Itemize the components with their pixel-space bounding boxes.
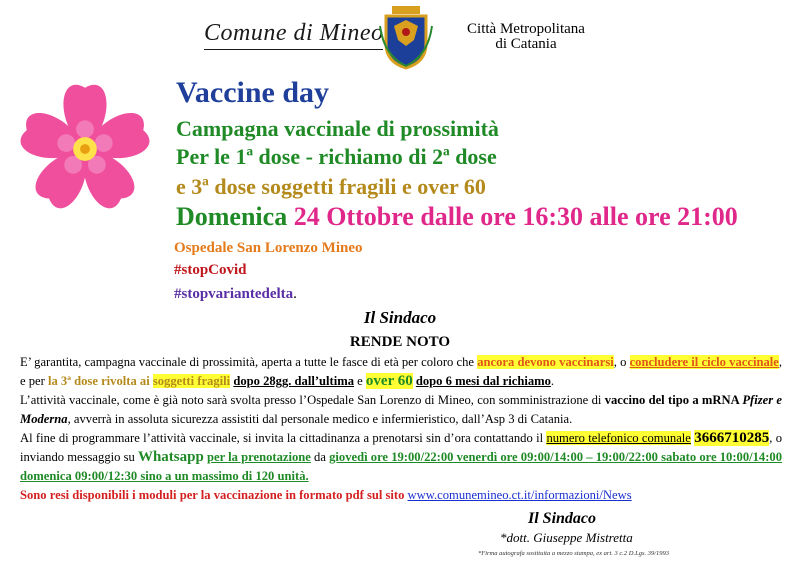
- announcement-body: [20, 353, 782, 505]
- website-link[interactable]: www.comunemineo.ct.it/informazioni/News: [407, 488, 632, 502]
- comune-logo-text: Comune di Mineo: [204, 20, 383, 50]
- sindaco-heading: Il Sindaco: [363, 308, 437, 327]
- rende-noto-heading: RENDE NOTO: [349, 334, 451, 350]
- venue: Ospedale San Lorenzo Mineo: [174, 240, 363, 256]
- paragraph-prenotazione: Al fine di programmare l’attività vaccinale, si invita la cittadinanza a prenotarsi sin d’ora contattando il numero telefonico comunale 3666710285, o inviando messaggio su Whatsapp per la prenotazione da giovedì ore 19:00/22:00 venerdì ore 09:00/14:00 – 19:00/22:00 sabato ore 10:00/14:00 domenica 09:00/12:30 sino a un massimo di 120 unità.: [20, 430, 783, 483]
- campaign-line: Campagna vaccinale di prossimità: [176, 116, 499, 141]
- citta-metropolitana: Città Metropolitana di Catania: [467, 21, 585, 52]
- event-title: Vaccine day: [176, 76, 330, 109]
- coat-of-arms-icon: [378, 6, 434, 70]
- footer-sindaco: Il Sindaco: [528, 510, 597, 527]
- primula-flower-icon: [6, 64, 164, 234]
- event-date: Domenica 24 Ottobre dalle ore 16:30 alle ore 21:00: [176, 202, 738, 231]
- whatsapp-label: Whatsapp: [137, 449, 204, 465]
- signer-name: *dott. Giuseppe Mistretta: [500, 530, 633, 545]
- paragraph-campagna: E’ garantita, campagna vaccinale di prossimità, aperta a tutte le fasce di età per coloro che ancora devono vaccinarsi, o concludere il ciclo vaccinale, e per la 3ª dose rivolta ai soggetti fragili dopo 28gg. dall’ultima e over 60 dopo 6 mesi dal richiamo.: [20, 355, 782, 389]
- hashtag-stopcovid: #stopCovid: [174, 262, 247, 278]
- phone-number[interactable]: 3666710285: [694, 430, 770, 446]
- dose-line: Per le 1ª dose - richiamo di 2ª dose: [176, 144, 497, 169]
- paragraph-moduli: Sono resi disponibili i moduli per la vaccinazione in formato pdf sul sito www.comunemineo.ct.it/informazioni/News: [20, 488, 632, 502]
- signature-note: *Firma autografa sostituita a mezzo stampa, ex art. 3 c.2 D.Lgs. 39/1993: [478, 550, 670, 557]
- hashtag-stopvariantedelta: #stopvariantedelta.: [174, 286, 297, 302]
- third-dose-line: e 3ª dose soggetti fragili e over 60: [176, 174, 486, 199]
- paragraph-attivita: L’attività vaccinale, come è già noto sarà svolta presso l’Ospedale San Lorenzo di Mineo, con somministrazione di vaccino del tipo a mRNA Pfizer e Moderna, avverrà in assoluta sicurezza assistiti dal personale medico e infermieristico, dall’Asp 3 di Catania.: [20, 393, 783, 426]
